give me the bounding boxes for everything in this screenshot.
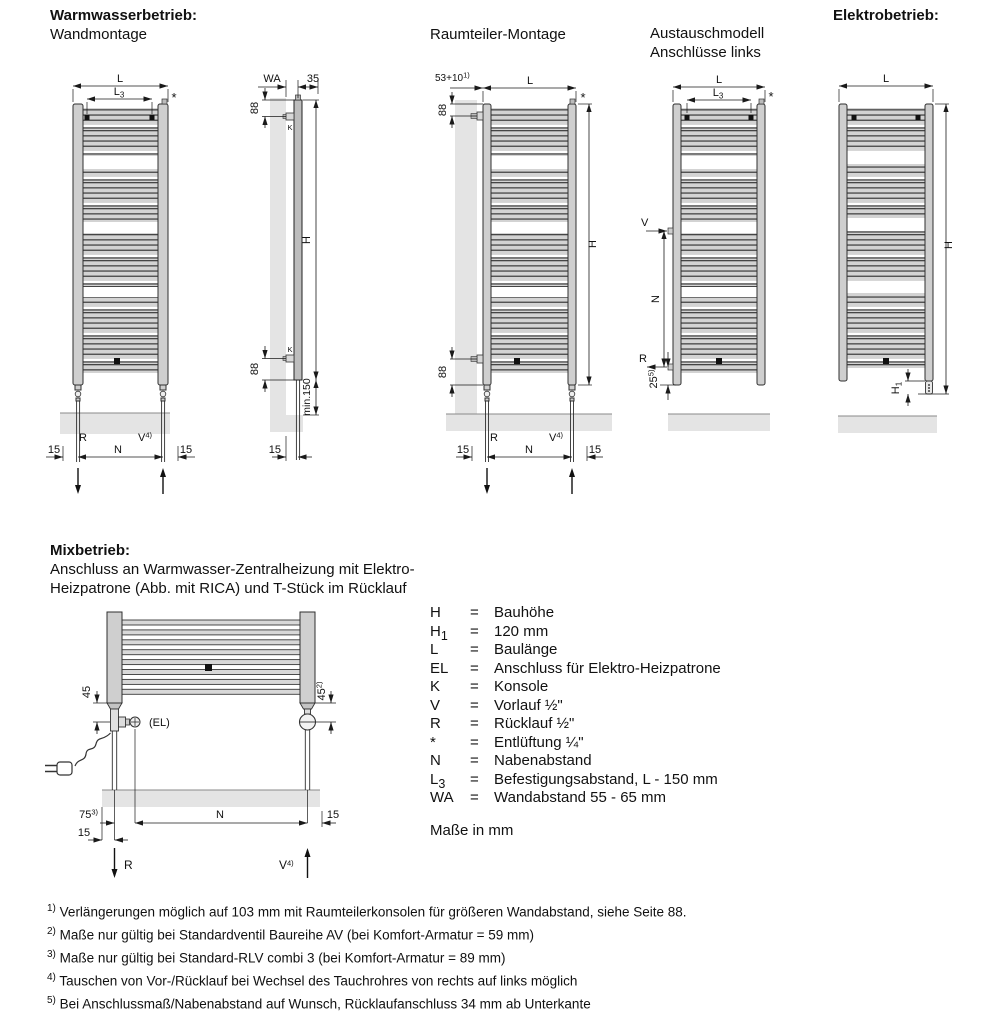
collector-tube-right bbox=[925, 104, 933, 381]
valve-fittings bbox=[484, 385, 575, 401]
mount-point bbox=[749, 115, 754, 120]
legend-def: Baulänge bbox=[494, 641, 558, 658]
radiator-rungs bbox=[491, 108, 568, 373]
return-label: R bbox=[124, 858, 133, 872]
dim-label-15: 15 bbox=[47, 444, 61, 456]
legend-eq: = bbox=[470, 678, 479, 695]
legend-def: Konsole bbox=[494, 678, 549, 695]
austausch-line2: Anschlüsse links bbox=[650, 44, 761, 61]
legend-eq: = bbox=[470, 733, 479, 751]
collector-tube-left bbox=[73, 104, 83, 385]
footnote: $^{1)}$ Verlängerungen möglich auf 103 mm mit Raumteilerkonsolen für größeren Wandabstand, siehe Seite 88. bbox=[47, 903, 687, 920]
legend-def: 120 mm bbox=[494, 622, 549, 640]
mount-point bbox=[85, 115, 90, 120]
dim-label-L: L bbox=[715, 74, 723, 86]
t-piece bbox=[111, 709, 119, 731]
collector-tube-left bbox=[483, 104, 491, 385]
el-label: (EL) bbox=[149, 717, 170, 729]
collector-tube-left bbox=[107, 612, 122, 703]
legend-sym: K bbox=[430, 678, 441, 695]
flow-arrows bbox=[75, 468, 166, 494]
legend-sym: $L_3$ bbox=[430, 770, 446, 791]
return-connection bbox=[668, 364, 673, 370]
vent-fitting bbox=[570, 99, 575, 104]
floor bbox=[286, 415, 303, 432]
legend-eq: = bbox=[470, 789, 479, 806]
legend-sym: EL bbox=[430, 659, 449, 677]
tube-cap-left bbox=[107, 703, 122, 709]
collector-tube-right bbox=[568, 104, 576, 385]
dim-label-88: 88 bbox=[437, 103, 449, 117]
d6-dimensions bbox=[88, 691, 336, 840]
supply-connection bbox=[668, 228, 673, 234]
return-label: R bbox=[79, 432, 87, 444]
legend-sym: $H_1$ bbox=[430, 622, 448, 643]
dim-label-N: N bbox=[650, 295, 662, 303]
radiator-rungs bbox=[83, 108, 158, 373]
footnote: $^{4)}$ Tauschen von Vor-/Rücklauf bei Wechsel des Tauchrohres von rechts auf links möglich bbox=[47, 971, 578, 989]
vent-fitting bbox=[759, 99, 764, 104]
supply-label: $V^{4)}$ bbox=[138, 430, 153, 444]
dim-label-88: 88 bbox=[249, 362, 261, 376]
valve-fittings bbox=[75, 385, 166, 401]
vent-fitting bbox=[162, 99, 167, 104]
drawing-austauschmodell bbox=[639, 74, 774, 431]
dim-label-N: N bbox=[525, 444, 533, 456]
raumteiler-title: Raumteiler-Montage bbox=[430, 26, 566, 43]
legend-def: Bauhöhe bbox=[494, 604, 555, 621]
power-cable bbox=[75, 733, 111, 766]
footnote: $^{5)}$ Bei Anschlussmaß/Nabenabstand auf Wunsch, Rücklaufanschluss 34 mm ab Unterkante bbox=[47, 994, 591, 1012]
dim-label-N: N bbox=[114, 444, 122, 456]
dim-label-75: 75$^{3)}$ bbox=[79, 807, 98, 821]
mix-line2: Heizpatrone (Abb. mit RICA) und T-Stück im Rücklauf bbox=[50, 580, 407, 597]
legend-eq: = bbox=[470, 659, 479, 677]
badge bbox=[883, 358, 889, 364]
legend-def: Rücklauf ½" bbox=[494, 715, 575, 732]
warmwasser-title: Warmwasserbetrieb: bbox=[50, 7, 197, 24]
legend-def: Entlüftung ¼" bbox=[494, 733, 584, 751]
badge bbox=[716, 358, 722, 364]
legend-eq: = bbox=[470, 770, 479, 788]
drawing-raumteiler bbox=[435, 71, 612, 495]
drawing-wandmontage-side bbox=[249, 73, 319, 461]
legend-sym: R bbox=[430, 715, 441, 732]
austausch-line1: Austauschmodell bbox=[650, 25, 765, 42]
floor bbox=[668, 414, 770, 431]
dim-label-WA: WA bbox=[263, 73, 281, 85]
wandmontage-subtitle: Wandmontage bbox=[50, 26, 148, 43]
tube-cap-right bbox=[300, 703, 315, 709]
dim-label-H1: $H_1$ bbox=[890, 381, 904, 395]
legend-sym: H bbox=[430, 604, 441, 621]
collector-tube-right bbox=[158, 104, 168, 385]
legend-def: Anschluss für Elektro-Heizpatrone bbox=[494, 659, 721, 677]
floor bbox=[838, 416, 937, 433]
mount-point bbox=[852, 115, 857, 120]
legend-def: Nabenabstand bbox=[494, 752, 592, 769]
legend-eq: = bbox=[470, 641, 479, 658]
dim-label-L: L bbox=[882, 73, 890, 85]
collector-tube-left bbox=[673, 104, 681, 385]
dim-label-15: 15 bbox=[77, 827, 91, 839]
dim-label-L3: $L_3$ bbox=[113, 86, 125, 100]
radiator-rungs bbox=[847, 108, 925, 368]
bracket-bottom bbox=[477, 355, 483, 363]
dim-label-L3: $L_3$ bbox=[712, 87, 724, 101]
drawing-mixbetrieb bbox=[45, 612, 339, 878]
wall bbox=[455, 100, 477, 430]
legend-sym: WA bbox=[430, 789, 454, 806]
dim-label-15: 15 bbox=[268, 444, 281, 456]
legend-def: Vorlauf ½" bbox=[494, 696, 563, 714]
supply-label: $V^{4)}$ bbox=[279, 858, 294, 872]
vent-star: * bbox=[580, 90, 586, 105]
dim-label-H: H bbox=[943, 241, 955, 249]
legend-sym: * bbox=[430, 733, 436, 751]
legend-def: Wandabstand 55 - 65 mm bbox=[494, 789, 667, 806]
el-nut bbox=[119, 717, 126, 727]
legend-sym: L bbox=[430, 641, 439, 658]
collector-tube-right bbox=[300, 612, 315, 703]
mix-line1: Anschluss an Warmwasser-Zentralheizung mit Elektro- bbox=[50, 561, 415, 578]
dim-label-H: H bbox=[587, 240, 599, 248]
footnote: $^{2)}$ Maße nur gültig bei Standardventil Baureihe AV (bei Komfort-Armatur = 59 mm) bbox=[47, 925, 535, 943]
dim-label-45: 45 bbox=[81, 685, 93, 699]
drawing-elektrobetrieb bbox=[838, 73, 955, 433]
dim-label-N: N bbox=[216, 809, 224, 821]
dim-label-15: 15 bbox=[179, 444, 193, 456]
dim-label-35: 35 bbox=[306, 73, 320, 85]
dim-label-15: 15 bbox=[588, 444, 602, 456]
bracket-top bbox=[477, 112, 483, 120]
dim-label-15: 15 bbox=[456, 444, 470, 456]
dim-label-53-10: $53+10^{1)}$ bbox=[435, 70, 470, 84]
return-label: R bbox=[490, 432, 498, 444]
bracket-label-K: K bbox=[287, 345, 293, 354]
supply-label: V bbox=[641, 217, 649, 229]
collector-tube-left bbox=[839, 104, 847, 381]
wall bbox=[270, 98, 286, 432]
supply-label: $V^{4)}$ bbox=[549, 430, 564, 444]
collector-tube-right bbox=[757, 104, 765, 385]
dim-label-min150: min.150 bbox=[301, 378, 313, 416]
mix-title: Mixbetrieb: bbox=[50, 542, 131, 559]
footnote: $^{3)}$ Maße nur gültig bei Standard-RLV combi 3 (bei Komfort-Armatur = 89 mm) bbox=[47, 948, 506, 966]
vent-star: * bbox=[171, 90, 177, 105]
dim-label-H: H bbox=[301, 236, 313, 244]
flow-arrows bbox=[484, 468, 575, 494]
badge bbox=[514, 358, 520, 364]
legend-sym: N bbox=[430, 752, 441, 769]
bracket-top bbox=[286, 113, 294, 120]
legend-eq: = bbox=[470, 604, 479, 621]
legend-eq: = bbox=[470, 715, 479, 732]
dim-label-L: L bbox=[116, 73, 124, 85]
mount-point bbox=[150, 115, 155, 120]
legend-eq: = bbox=[470, 622, 479, 640]
dim-label-25: 25$^{5)}$ bbox=[646, 369, 660, 389]
mount-point bbox=[685, 115, 690, 120]
dim-label-88: 88 bbox=[249, 101, 261, 115]
vent-star: * bbox=[768, 89, 774, 104]
legend-eq: = bbox=[470, 696, 479, 714]
badge bbox=[114, 358, 120, 364]
power-plug bbox=[57, 762, 72, 775]
bracket-label-K: K bbox=[287, 123, 293, 132]
mount-point bbox=[916, 115, 921, 120]
return-label: R bbox=[639, 353, 647, 365]
badge bbox=[205, 664, 212, 671]
elektro-title: Elektrobetrieb: bbox=[833, 7, 939, 24]
dim-label-15: 15 bbox=[326, 809, 340, 821]
legend-eq: = bbox=[470, 752, 479, 769]
floor bbox=[446, 414, 612, 431]
drawing-wandmontage-front bbox=[46, 73, 195, 494]
legend-sym: V bbox=[430, 696, 441, 714]
legend-def: Befestigungsabstand, L - 150 mm bbox=[494, 770, 718, 788]
radiator-rungs bbox=[681, 108, 757, 373]
dim-label-45-2: 45$^{2)}$ bbox=[314, 681, 328, 701]
dim-label-L: L bbox=[526, 75, 534, 87]
bracket-bottom bbox=[286, 355, 294, 362]
towel-rungs bbox=[122, 620, 300, 694]
dim-label-88: 88 bbox=[437, 365, 449, 379]
units-note: Maße in mm bbox=[430, 822, 514, 839]
